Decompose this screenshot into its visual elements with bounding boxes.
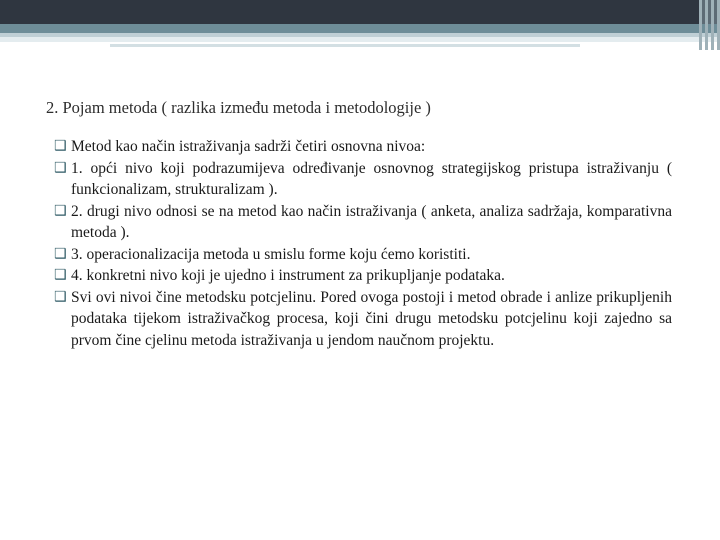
header-band bbox=[0, 0, 720, 24]
q-box-bullet-icon: ❑ bbox=[54, 159, 67, 176]
bullet-text: Svi ovi nivoi čine metodsku potcjelinu. Pored ovoga postoji i metod obrade i anlize prikupljenih podataka tijekom istraživačkog procesa, koji čini drugu metodsku potcjelinu koji zajedno sa prvom čine cjelinu metoda istraživanja u jendom naučnom projektu. bbox=[71, 288, 672, 349]
slide-title: 2. Pojam metoda ( razlika između metoda i metodologije ) bbox=[46, 98, 431, 117]
q-box-bullet-icon: ❑ bbox=[54, 267, 67, 283]
q-box-bullet-icon: ❑ bbox=[54, 202, 67, 219]
bullet-list bbox=[54, 136, 672, 351]
bullet-item bbox=[54, 265, 672, 287]
header-underline bbox=[110, 44, 580, 47]
bullet-item bbox=[54, 158, 672, 201]
bullet-item bbox=[54, 136, 672, 158]
bullet-text: 4. konkretni nivo koji je ujedno i instrument za prikupljanje podataka. bbox=[71, 267, 505, 284]
bullet-text: 2. drugi nivo odnosi se na metod kao način istraživanja ( anketa, analiza sadržaja, komparativna metoda ). bbox=[71, 202, 672, 241]
bullet-item bbox=[54, 201, 672, 244]
bullet-text: 3. operacionalizacija metoda u smislu forme koju ćemo koristiti. bbox=[71, 245, 471, 263]
q-box-bullet-icon: ❑ bbox=[54, 138, 67, 154]
header-stripe-faint bbox=[0, 37, 720, 42]
header-dark-bar bbox=[0, 0, 700, 24]
q-box-bullet-icon: ❑ bbox=[54, 245, 67, 262]
bullet-item bbox=[54, 287, 672, 352]
corner-decoration bbox=[696, 0, 720, 50]
header-stripe bbox=[0, 24, 720, 33]
bullet-item bbox=[54, 244, 672, 266]
bullet-text: 1. opći nivo koji podrazumijeva određivanje osnovnog strategijskog pristupa istraživanju ( funkcionalizam, strukturalizam ). bbox=[71, 159, 672, 198]
q-box-bullet-icon: ❑ bbox=[54, 288, 67, 305]
bullet-text: Metod kao način istraživanja sadrži četiri osnovna nivoa: bbox=[71, 138, 426, 155]
